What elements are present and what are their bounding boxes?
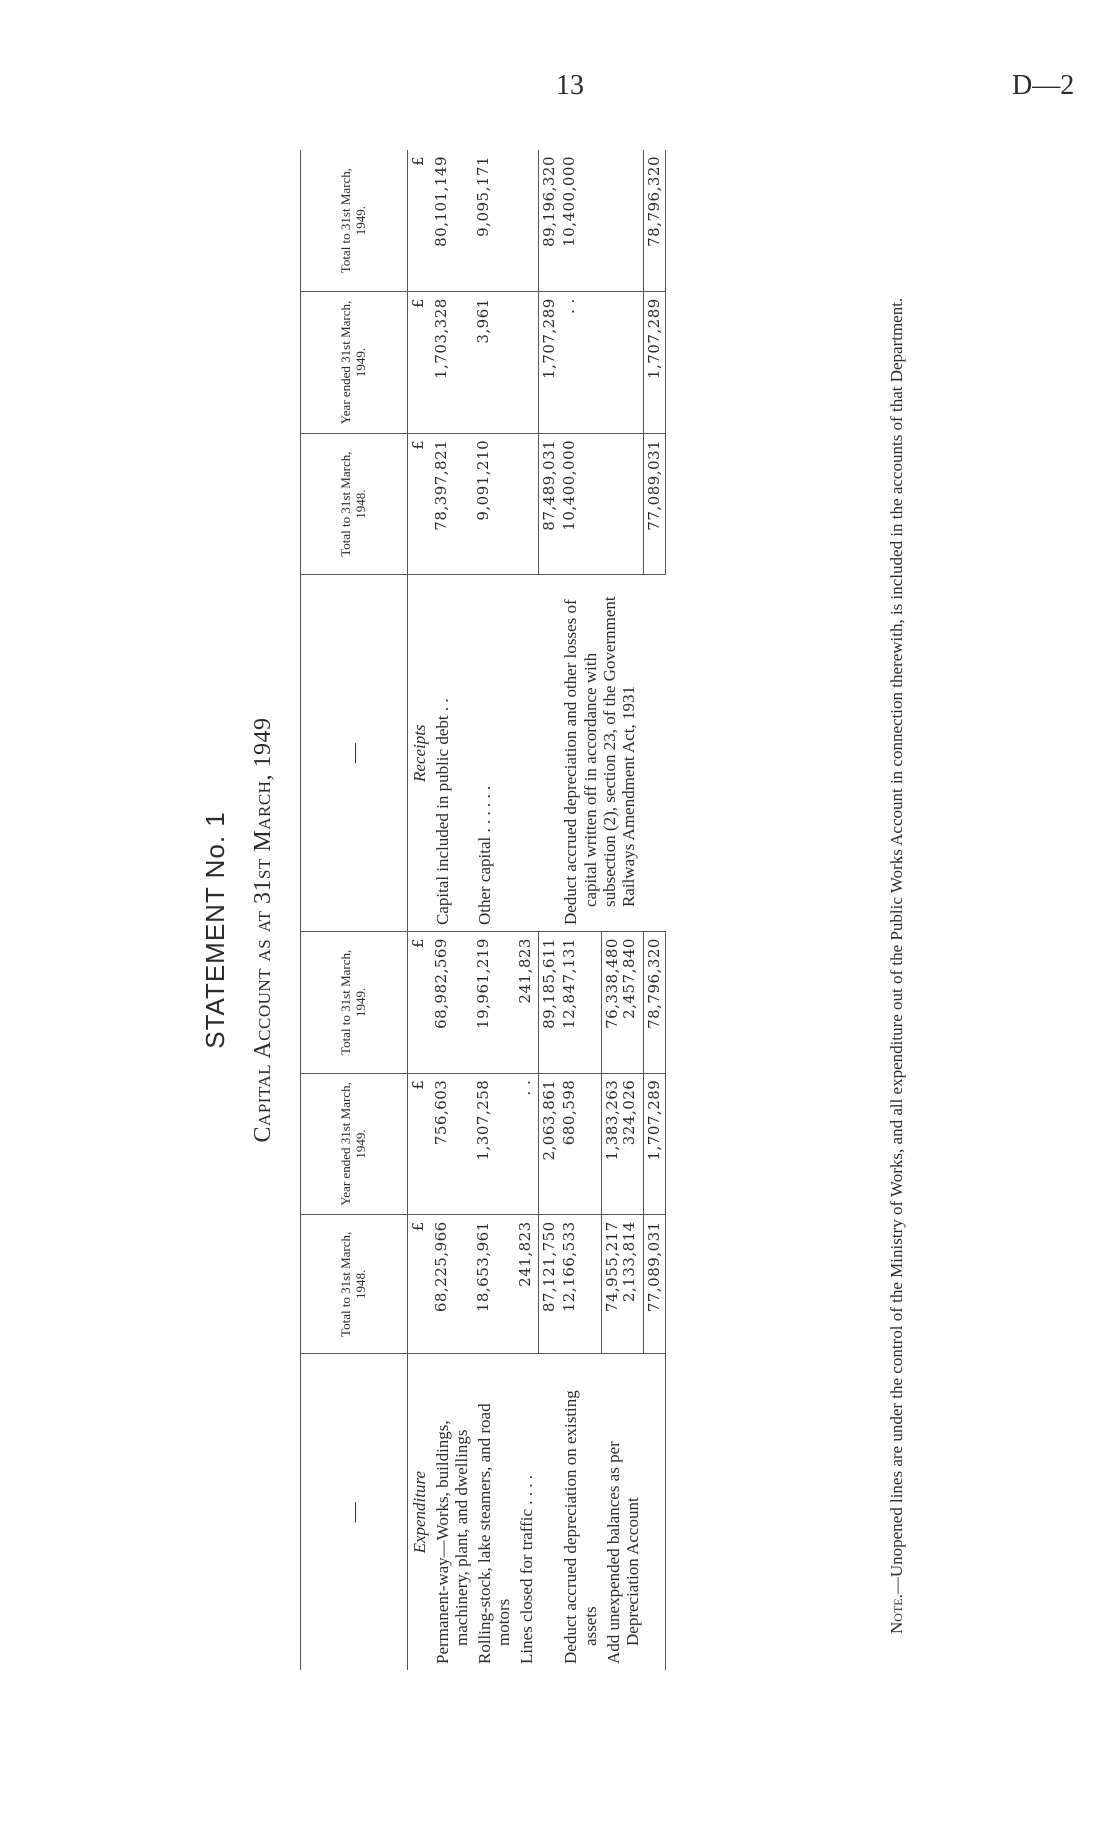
receipts-heading: Receipts — [410, 724, 429, 783]
currency-symbol: £ — [408, 1073, 432, 1215]
receipts-deduct-label: Deduct accrued depreciation and other losses of capital written off in accordance with subsection (2), section 23, of the Government Railways Amendment Act, 1931 — [561, 596, 638, 926]
header-rec-total-1949: Total to 31st March, 1949. — [301, 150, 408, 292]
amount-cell — [602, 1215, 644, 1354]
amount-cell: 241,823 — [515, 932, 538, 1074]
expenditure-add-label: Add unexpended balances as per Depreciation Account — [603, 1441, 642, 1664]
footnote-text: —Unopened lines are under the control of the Ministry of Works, and all expenditure out of the Public Works Account in connection therewith, is included in the accounts of that Department. — [887, 297, 906, 1595]
amount-cell: 10,400,000 — [559, 433, 601, 575]
subtotal-cell: 2,063,861 — [538, 1073, 559, 1215]
total-cell: 78,796,320 — [644, 150, 666, 292]
expenditure-heading: Expenditure — [410, 1470, 429, 1554]
net-value: 74,955,217 — [603, 1221, 622, 1313]
amount-cell: 9,091,210 — [473, 433, 515, 575]
capital-account-table — [300, 150, 666, 1670]
total-cell: 78,796,320 — [644, 932, 666, 1074]
amount-cell: 3,961 — [473, 292, 515, 434]
total-cell: 1,707,289 — [644, 1073, 666, 1215]
total-cell: 77,089,031 — [644, 1215, 666, 1354]
header-exp-year-1949: Year ended 31st March, 1949. — [301, 1073, 408, 1215]
subtotal-cell: 1,707,289 — [538, 292, 559, 434]
receipts-label: Other capital . . . . . . — [475, 785, 495, 926]
subtotal-cell: 89,185,611 — [538, 932, 559, 1074]
amount-cell: 1,703,328 — [431, 292, 473, 434]
amount-cell: 10,400,000 — [559, 150, 601, 292]
subtotal-row — [538, 150, 559, 1670]
amount-cell: 680,598 — [559, 1073, 601, 1215]
footnote — [886, 170, 907, 1670]
header-exp-total-1949: Total to 31st March, 1949. — [301, 932, 408, 1074]
statement-subtitle: Capital Account as at 31st March, 1949 — [250, 717, 276, 1143]
amount-cell: 19,961,219 — [473, 932, 515, 1074]
expenditure-label: Permanent-way—Works, buildings, machinery, plant, and dwellings — [433, 1420, 472, 1664]
amount-cell — [602, 1073, 644, 1215]
footnote-lead: Note. — [887, 1594, 906, 1634]
amount-cell: 241,823 — [515, 1215, 538, 1354]
currency-symbol: £ — [408, 292, 432, 434]
expenditure-label: Lines closed for traffic . . . . — [517, 1475, 537, 1664]
document-code: D—2 — [1012, 70, 1075, 101]
subtotal-cell: 87,121,750 — [538, 1215, 559, 1354]
amount-cell: 78,397,821 — [431, 433, 473, 575]
currency-symbol: £ — [408, 932, 432, 1074]
amount-cell: . . — [559, 292, 601, 434]
table-row — [515, 150, 538, 1670]
header-exp-total-1948: Total to 31st March, 1948. — [301, 1215, 408, 1354]
total-cell: 1,707,289 — [644, 292, 666, 434]
currency-symbol: £ — [408, 1215, 432, 1354]
subtotal-cell: 89,196,320 — [538, 150, 559, 292]
total-cell: 77,089,031 — [644, 433, 666, 575]
page-number: 13 — [556, 70, 584, 101]
statement-title: STATEMENT No. 1 — [200, 811, 230, 1049]
currency-symbol: £ — [408, 150, 432, 292]
header-rec-total-1948: Total to 31st March, 1948. — [301, 433, 408, 575]
header-rec-year-1949: Year ended 31st March, 1949. — [301, 292, 408, 434]
add-value: 2,457,840 — [619, 938, 638, 1019]
subtotal-cell: 87,489,031 — [538, 433, 559, 575]
table-row — [431, 150, 473, 1670]
expenditure-label: Rolling-stock, lake steamers, and road motors — [475, 1403, 514, 1664]
amount-cell: 12,166,533 — [559, 1215, 601, 1354]
add-value: 324,026 — [619, 1079, 638, 1146]
amount-cell: 18,653,961 — [473, 1215, 515, 1354]
table-row — [473, 150, 515, 1670]
header-receipts-desc: — — [301, 575, 408, 932]
amount-cell: . . — [515, 1073, 538, 1215]
amount-cell: 12,847,131 — [559, 932, 601, 1074]
receipts-label: Capital included in public debt . . — [433, 698, 453, 926]
rotated-statement-sheet — [200, 150, 940, 1710]
heading-row — [408, 150, 432, 1670]
amount-cell: 68,982,569 — [431, 932, 473, 1074]
amount-cell: 1,307,258 — [473, 1073, 515, 1215]
currency-symbol: £ — [408, 433, 432, 575]
amount-cell: 756,603 — [431, 1073, 473, 1215]
add-value: 2,133,814 — [619, 1221, 638, 1303]
amount-cell: 9,095,171 — [473, 150, 515, 292]
deduct-row — [559, 150, 601, 1670]
net-value: 76,338,480 — [603, 938, 622, 1029]
amount-cell — [602, 932, 644, 1074]
amount-cell: 68,225,966 — [431, 1215, 473, 1354]
header-row — [301, 150, 408, 1670]
net-value: 1,383,263 — [603, 1079, 622, 1161]
amount-cell: 80,101,149 — [431, 150, 473, 292]
header-expenditure-desc: — — [301, 1354, 408, 1670]
expenditure-deduct-label: Deduct accrued depreciation on existing assets — [561, 1390, 600, 1664]
